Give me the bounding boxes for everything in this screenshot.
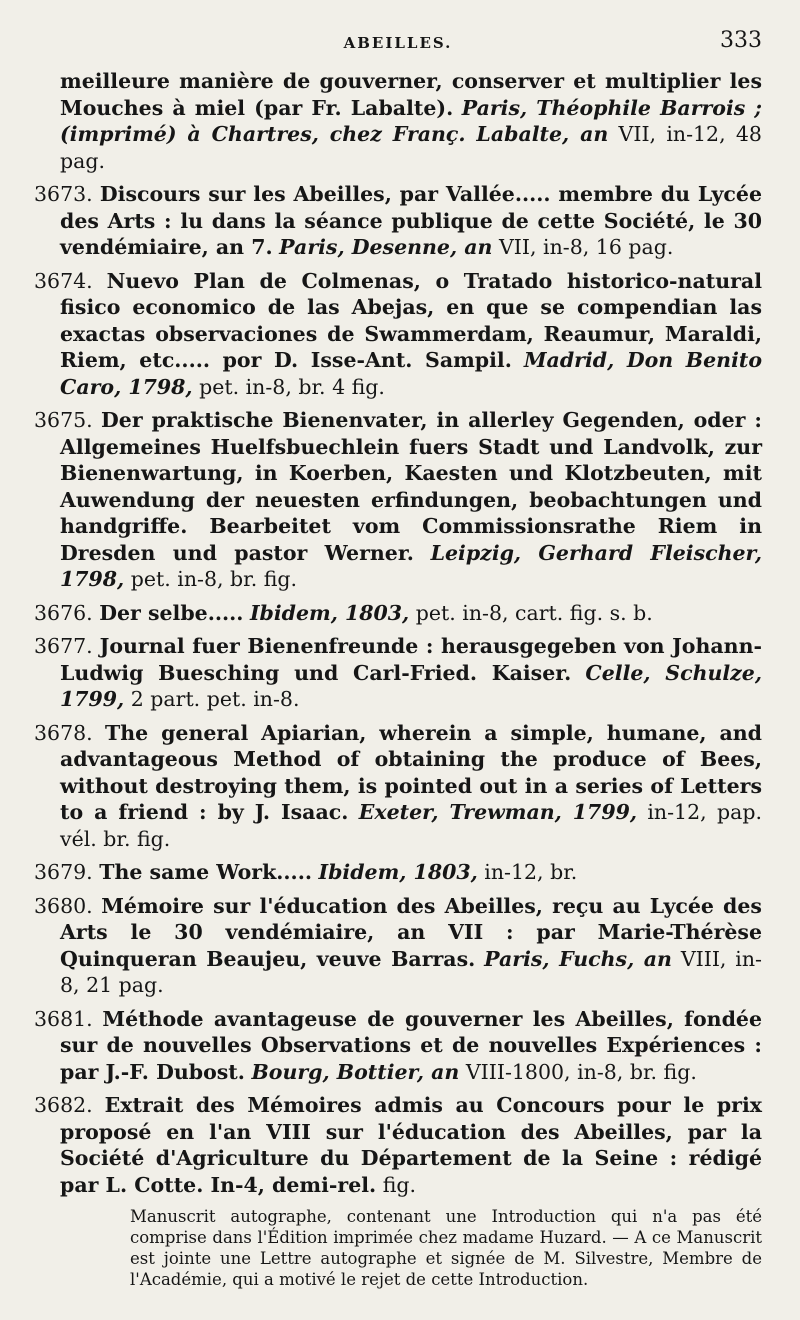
entry-format: VIII-1800, in-8, br. fig. xyxy=(465,1059,697,1084)
entry-imprint: Ibidem, 1803, xyxy=(249,600,410,625)
entry-format: pet. in-8, br. fig. xyxy=(130,567,298,591)
entry-imprint: Paris, Fuchs, an xyxy=(484,946,672,971)
entry-imprint: Exeter, Trewman, 1799, xyxy=(358,800,637,824)
bibliography-entry-3681 xyxy=(34,1006,762,1086)
bibliography-entry-3674 xyxy=(34,268,762,401)
entry-format: VII, in-12, 48 pag. xyxy=(60,122,762,173)
entry-number: 3674. xyxy=(34,268,93,293)
entry-imprint: Paris, Desenne, an xyxy=(279,235,493,259)
entry-format: pet. in-8, br. 4 fig. xyxy=(199,374,385,399)
entry-format: 2 part. pet. in-8. xyxy=(130,687,300,711)
bibliography-entry-3675 xyxy=(34,407,762,593)
manuscript-note: Manuscrit autographe, contenant une Introduction qui n'a pas été comprise dans l'Édition imprimée chez madame Huzard. — A ce Manuscrit est jointe une Lettre autographe et signée de M. Silvestre, Membre de l'Académie, qui a motivé le rejet de cette Introduction. xyxy=(130,1207,762,1289)
bibliography-entry-continued xyxy=(34,68,762,174)
entry-format: VIII, in-8, 21 pag. xyxy=(60,946,762,997)
entry-title: Extrait des Mémoires admis au Concours pour le prix proposé en l'an VIII sur l'éducation des Abeilles, par la Société d'Agriculture du Département de la Seine : rédigé par L. Cotte. In-4, demi-rel. xyxy=(60,1093,762,1197)
entry-imprint: Paris, Théophile Barrois ; (imprimé) à Chartres, chez Franç. Labalte, an xyxy=(60,95,762,146)
bibliography-entry-3682 xyxy=(34,1092,762,1198)
entry-number: 3679. xyxy=(34,860,93,884)
entry-imprint: Madrid, Don Benito Caro, 1798, xyxy=(60,348,762,399)
entry-title: Der selbe..... xyxy=(99,600,244,625)
entry-title: Méthode avantageuse de gouverner les Abeilles, fondée sur de nouvelles Observations et de nouvelles Expériences : par J.-F. Dubost. xyxy=(60,1006,762,1084)
entry-imprint: Ibidem, 1803, xyxy=(318,860,478,884)
entry-title: The general Apiarian, wherein a simple, humane, and advantageous Method of obtaining the produce of Bees, without destroying them, is pointed out in a series of Letters to a friend : by J. Isaac. xyxy=(60,720,762,824)
entry-number: 3675. xyxy=(34,408,93,432)
entry-title: Discours sur les Abeilles, par Vallée..... membre du Lycée des Arts : lu dans la séance publique de cette Société, le 30 vendémiaire, an 7. xyxy=(60,182,762,259)
running-header xyxy=(34,28,762,68)
bibliography-entry-3673 xyxy=(34,181,762,261)
entry-number: 3677. xyxy=(34,634,93,658)
entry-title: meilleure manière de gouverner, conserver et multiplier les Mouches à miel (par Fr. Labalte). xyxy=(60,69,762,120)
bibliography-entries xyxy=(34,68,762,1198)
bibliography-entry-3678 xyxy=(34,720,762,853)
entry-number: 3682. xyxy=(34,1093,93,1117)
entry-number: 3678. xyxy=(34,720,93,745)
bibliography-entry-3676 xyxy=(34,600,762,627)
entry-imprint: Leipzig, Gerhard Fleischer, 1798, xyxy=(60,540,762,591)
entry-number: 3676. xyxy=(34,600,93,625)
entry-imprint: Celle, Schulze, 1799, xyxy=(60,660,762,711)
entry-number: 3680. xyxy=(34,893,93,918)
entry-format: pet. in-8, cart. fig. s. b. xyxy=(415,600,653,625)
entry-format: in-12, br. xyxy=(484,860,578,884)
entry-format: VII, in-8, 16 pag. xyxy=(498,235,674,259)
entry-number: 3681. xyxy=(34,1006,93,1031)
entry-format: in-12, pap. vél. br. fig. xyxy=(60,800,762,851)
entry-title: The same Work..... xyxy=(99,860,312,884)
entry-format: fig. xyxy=(382,1172,417,1197)
entry-title: Der praktische Bienenvater, in allerley Gegenden, oder : Allgemeines Huelfsbuechlein fuers Stadt und Landvolk, zur Bienenwartung, in Koerben, Kaesten und Klotzbeuten, mit Auwendung der neuesten erfindungen, beobachtungen und handgriffe. Bearbeitet vom Commissionsrathe Riem in Dresden und pastor Werner. xyxy=(60,408,762,565)
entry-title: Nuevo Plan de Colmenas, o Tratado historico-natural fisico economico de las Abejas, en que se compendian las exactas observaciones de Swammerdam, Reaumur, Maraldi, Riem, etc..... por D. Isse-Ant. Sampil. xyxy=(60,268,762,372)
running-title: ABEILLES. xyxy=(343,34,453,52)
entry-title: Mémoire sur l'éducation des Abeilles, reçu au Lycée des Arts le 30 vendémiaire, an VII : par Marie-Thérèse Quinqueran Beaujeu, veuve Barras. xyxy=(60,893,762,971)
bibliography-entry-3679 xyxy=(34,859,762,886)
entry-title: Journal fuer Bienenfreunde : herausgegeben von Johann-Ludwig Buesching und Carl-Fried. Kaiser. xyxy=(60,634,762,685)
bibliography-entry-3680 xyxy=(34,893,762,999)
entry-number: 3673. xyxy=(34,182,93,206)
entry-imprint: Bourg, Bottier, an xyxy=(251,1059,460,1084)
page-number: 333 xyxy=(720,28,762,53)
bibliography-entry-3677 xyxy=(34,633,762,713)
